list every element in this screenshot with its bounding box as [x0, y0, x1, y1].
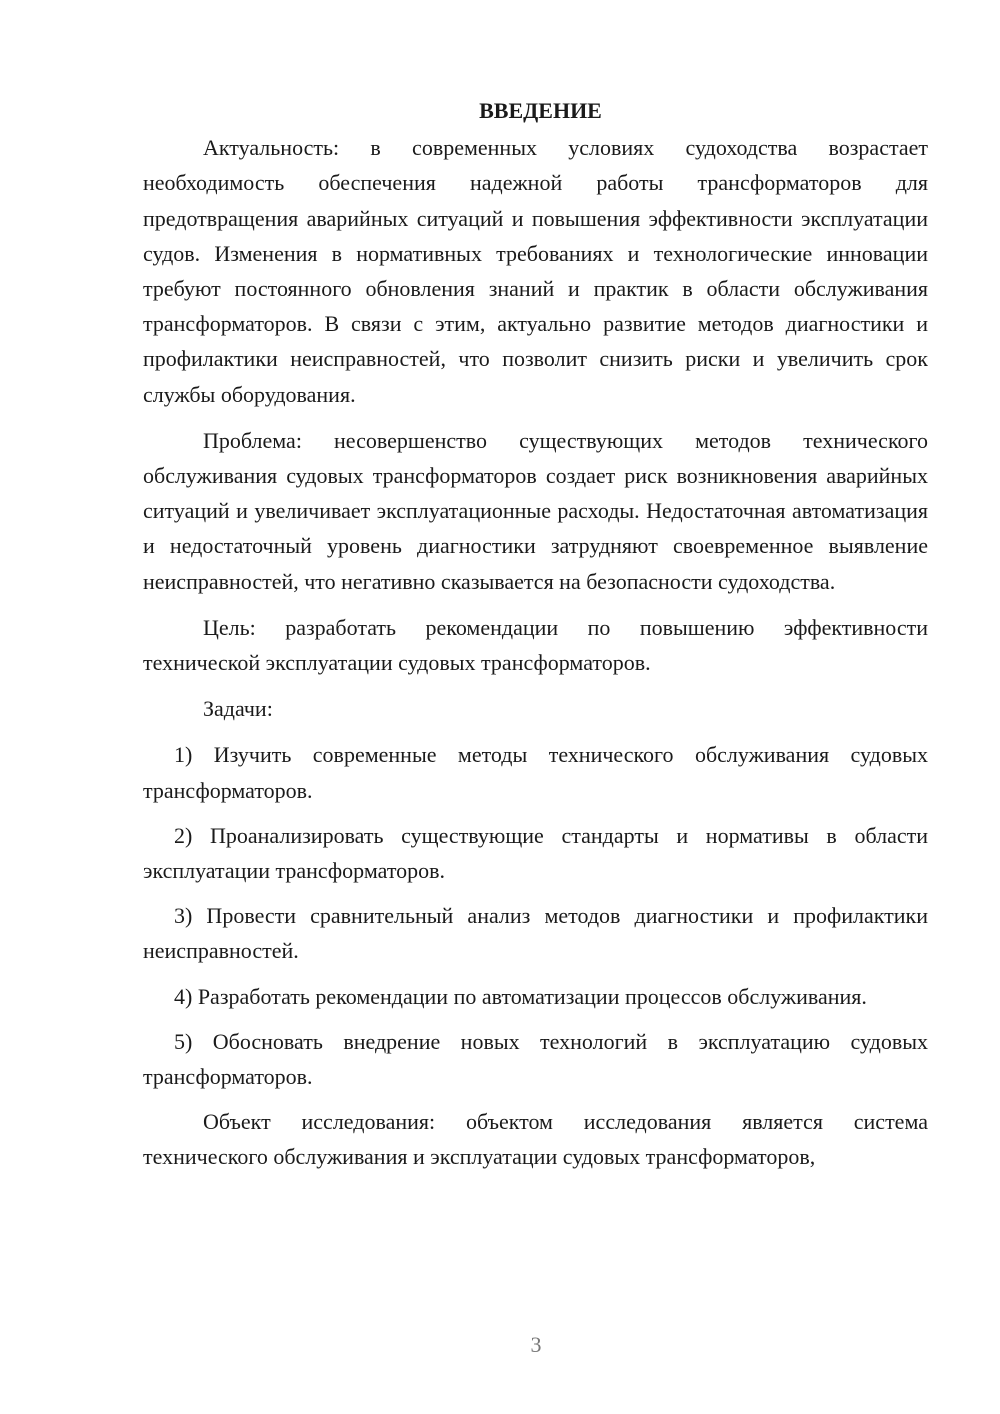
page-number: 3	[530, 1332, 542, 1357]
paragraph-problem: Проблема: несовершенство существующих методов технического обслуживания судовых трансформаторов создает риск возникновения аварийных ситуаций и увеличивает эксплуатационные расходы. Недостаточная автоматизация и недостаточный уровень диагностики затрудняют своевременное выявление неисправностей, что негативно сказывается на безопасности судоходства.	[143, 427, 928, 594]
task-item-2: 2) Проанализировать существующие стандарты и нормативы в области эксплуатации трансформаторов.	[143, 822, 928, 884]
paragraph-goal: Цель: разработать рекомендации по повышению эффективности технической эксплуатации судовых трансформаторов.	[143, 614, 928, 676]
section-heading: ВВЕДЕНИЕ	[479, 98, 602, 123]
task-item-3: 3) Провести сравнительный анализ методов диагностики и профилактики неисправностей.	[143, 903, 928, 964]
task-item-4: 4) Разработать рекомендации по автоматизации процессов обслуживания.	[174, 983, 867, 1009]
paragraph-object: Объект исследования: объектом исследования является система технического обслуживания и эксплуатации судовых трансформаторов,	[143, 1109, 928, 1170]
task-item-1: 1) Изучить современные методы технического обслуживания судовых трансформаторов.	[143, 742, 928, 803]
tasks-label: Задачи:	[203, 696, 273, 722]
paragraph-relevance: Актуальность: в современных условиях судоходства возрастает необходимость обеспечения надежной работы трансформаторов для предотвращения аварийных ситуаций и повышения эффективности эксплуатации судов. Изменения в нормативных требованиях и технологические инновации требуют постоянного обновления знаний и практик в области обслуживания трансформаторов. В связи с этим, актуально развитие методов диагностики и профилактики неисправностей, что позволит снизить риски и увеличить срок службы оборудования.	[143, 135, 928, 407]
task-item-5: 5) Обосновать внедрение новых технологий в эксплуатацию судовых трансформаторов.	[143, 1028, 928, 1090]
page-content	[143, 93, 928, 1186]
